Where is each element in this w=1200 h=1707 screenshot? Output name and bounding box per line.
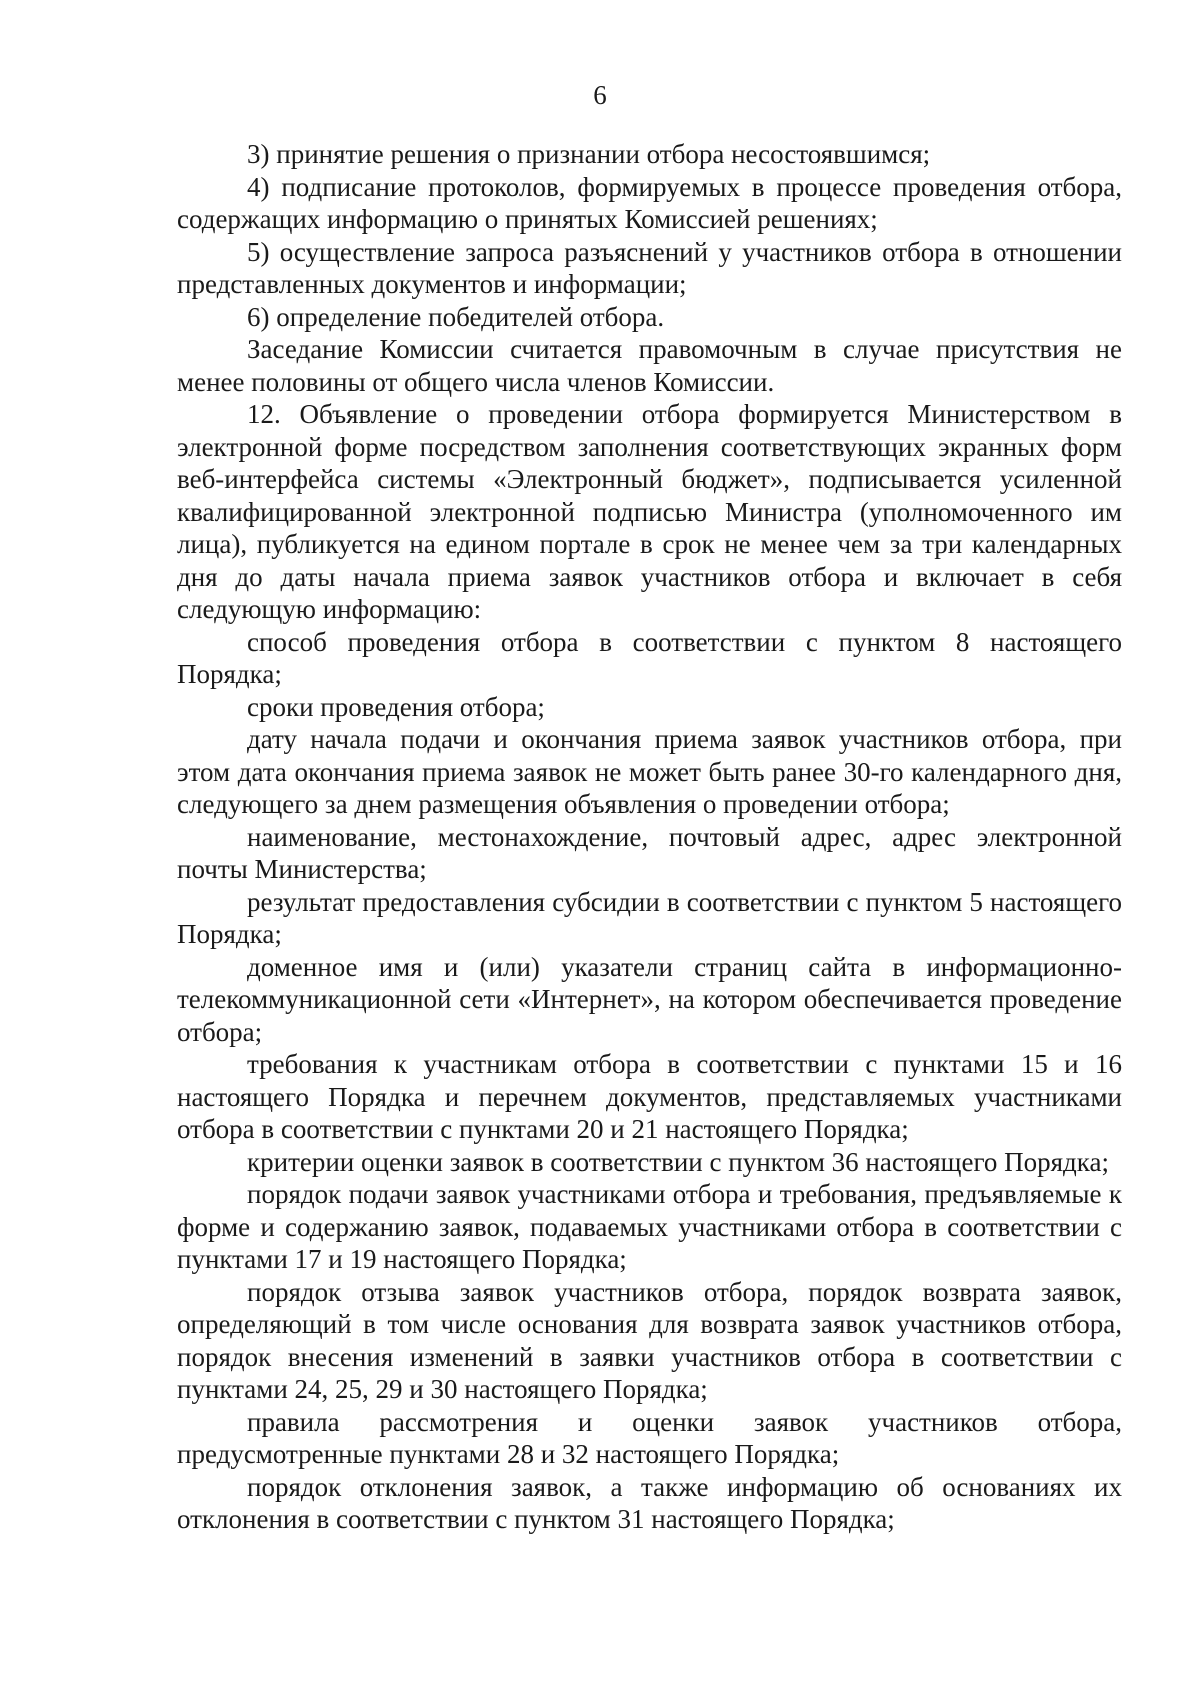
paragraph: порядок отклонения заявок, а также информацию об основаниях их отклонения в соответствии с пунктом 31 настоящего Порядка;: [177, 1471, 1122, 1534]
paragraph: доменное имя и (или) указатели страниц сайта в информационно-телекоммуникационной сети «Интернет», на котором обеспечивается проведение отбора;: [177, 951, 1122, 1047]
paragraph: наименование, местонахождение, почтовый адрес, адрес электронной почты Министерства;: [177, 821, 1122, 884]
paragraph: сроки проведения отбора;: [247, 691, 545, 722]
paragraph: Заседание Комиссии считается правомочным в случае присутствия не менее половины от общего числа членов Комиссии.: [177, 334, 1122, 397]
paragraph: результат предоставления субсидии в соответствии с пунктом 5 настоящего Порядка;: [177, 886, 1122, 949]
paragraph: дату начала подачи и окончания приема заявок участников отбора, при этом дата окончания приема заявок не может быть ранее 30-го календарного дня, следующего за днем размещения объявления о проведении отбора;: [177, 724, 1122, 819]
paragraph: требования к участникам отбора в соответствии с пунктами 15 и 16 настоящего Порядка и перечнем документов, представляемых участниками отбора в соответствии с пунктами 20 и 21 настоящего Порядка;: [177, 1049, 1122, 1144]
paragraph: 12. Объявление о проведении отбора формируется Министерством в электронной форме посредством заполнения соответствующих экранных форм веб-интерфейса системы «Электронный бюджет», подписывается усиленной квалифицированной электронной подписью Министра (уполномоченного им лица), публикуется на едином портале в срок не менее чем за три календарных дня до даты начала приема заявок участников отбора и включает в себя следующую информацию:: [177, 399, 1122, 624]
document-body: [177, 138, 1122, 1536]
paragraph: 4) подписание протоколов, формируемых в процессе проведения отбора, содержащих информацию о принятых Комиссией решениях;: [177, 171, 1122, 234]
paragraph: правила рассмотрения и оценки заявок участников отбора, предусмотренные пунктами 28 и 32 настоящего Порядка;: [177, 1406, 1122, 1469]
paragraph: 3) принятие решения о признании отбора несостоявшимся;: [247, 139, 931, 169]
paragraph: 5) осуществление запроса разъяснений у участников отбора в отношении представленных документов и информации;: [177, 236, 1122, 299]
paragraph: порядок подачи заявок участниками отбора и требования, предъявляемые к форме и содержанию заявок, подаваемых участниками отбора в соответствии с пунктами 17 и 19 настоящего Порядка;: [177, 1179, 1122, 1274]
page-number: 6: [593, 80, 607, 110]
paragraph: 6) определение победителей отбора.: [247, 301, 665, 332]
paragraph: способ проведения отбора в соответствии с пунктом 8 настоящего Порядка;: [177, 626, 1122, 689]
paragraph: порядок отзыва заявок участников отбора, порядок возврата заявок, определяющий в том числе основания для возврата заявок участников отбора, порядок внесения изменений в заявки участников отбора в соответствии с пунктами 24, 25, 29 и 30 настоящего Порядка;: [177, 1276, 1122, 1404]
paragraph: критерии оценки заявок в соответствии с пунктом 36 настоящего Порядка;: [247, 1146, 1109, 1177]
